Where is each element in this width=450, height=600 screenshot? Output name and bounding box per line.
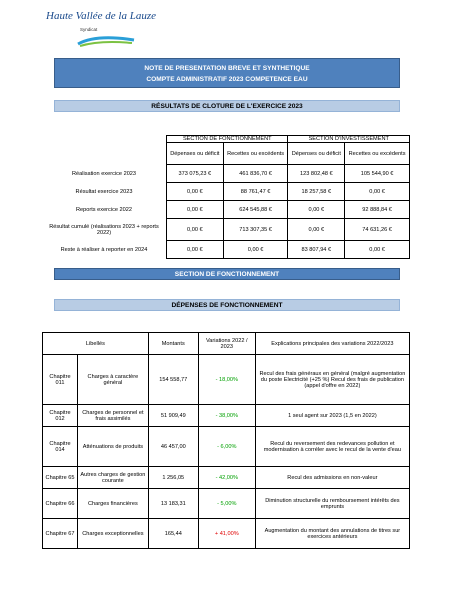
explication-cell: Diminution structurelle du remboursement intérêts des emprunts: [255, 489, 409, 519]
explication-cell: Augmentation du montant des annulations de titres sur exercices antérieurs: [255, 519, 409, 549]
results-col-header-row: [42, 143, 410, 165]
row-label: Réalisation exercice 2023: [71, 170, 137, 177]
table-row: [43, 467, 410, 489]
depenses-table: [42, 332, 410, 549]
montant-cell: 154 558,77: [148, 355, 198, 405]
table-cell: 105 544,90 €: [345, 165, 410, 183]
explication-cell: Recul des frais généraux en général (malgré augmentation du poste Electricité (+25 %) Recul des frais de publication (appel d'offre en 2022): [255, 355, 409, 405]
section-invest-header: SECTION D'INVESTISSEMENT: [288, 136, 410, 143]
montant-cell: 46 457,00: [148, 427, 198, 467]
depenses-fonctionnement-banner: DÉPENSES DE FONCTIONNEMENT: [54, 299, 400, 311]
chapitre-cell: Chapitre 66: [43, 489, 78, 519]
row-label: Reste à réaliser à reporter en 2024: [60, 246, 148, 253]
variation-cell: - 18,00%: [198, 355, 255, 405]
table-row: [43, 489, 410, 519]
table-cell: 83 807,94 €: [288, 241, 345, 259]
table-cell: 0,00 €: [345, 241, 410, 259]
table-cell: 123 802,48 €: [288, 165, 345, 183]
libelle-cell: Atténuations de produits: [78, 427, 149, 467]
col-header: Recettes ou excédents: [223, 143, 288, 165]
variation-cell: - 38,00%: [198, 405, 255, 427]
table-row: [42, 219, 410, 241]
table-cell: 0,00 €: [167, 183, 224, 201]
col-header: Recettes ou excédents: [345, 143, 410, 165]
depenses-header-row: [43, 333, 410, 355]
title-line-2: COMPTE ADMINISTRATIF 2023 COMPETENCE EAU: [146, 76, 308, 83]
chapitre-cell: Chapitre 011: [43, 355, 78, 405]
libelle-cell: Charges de personnel et frais assimilés: [78, 405, 149, 427]
table-row: [42, 201, 410, 219]
table-cell: 88 761,47 €: [223, 183, 288, 201]
explication-cell: Recul des admissions en non-valeur: [255, 467, 409, 489]
col-header: Dépenses ou déficit: [167, 143, 224, 165]
table-cell: 92 888,84 €: [345, 201, 410, 219]
logo-subtitle: Syndicat: [80, 27, 98, 32]
explication-cell: 1 seul agent sur 2023 (1,5 en 2022): [255, 405, 409, 427]
table-cell: 0,00 €: [345, 183, 410, 201]
resultats-banner: RÉSULTATS DE CLOTURE DE L'EXERCICE 2023: [54, 100, 400, 112]
table-row: [42, 165, 410, 183]
table-cell: 624 545,88 €: [223, 201, 288, 219]
montant-cell: 165,44: [148, 519, 198, 549]
table-row: [43, 355, 410, 405]
montant-cell: 51 909,49: [148, 405, 198, 427]
table-cell: 0,00 €: [167, 201, 224, 219]
table-row: [43, 427, 410, 467]
explication-cell: Recul du reversement des redevances pollution et modernisation à corréler avec le recul de la vente d'eau: [255, 427, 409, 467]
chapitre-cell: Chapitre 012: [43, 405, 78, 427]
table-row: [43, 405, 410, 427]
table-row: [42, 183, 410, 201]
libelle-cell: Charges financières: [78, 489, 149, 519]
libelle-cell: Charges exceptionnelles: [78, 519, 149, 549]
table-cell: 0,00 €: [288, 201, 345, 219]
chapitre-cell: Chapitre 67: [43, 519, 78, 549]
section-fonctionnement-banner: SECTION DE FONCTIONNEMENT: [54, 268, 400, 280]
results-section-header-row: [42, 136, 410, 143]
title-line-1: NOTE DE PRESENTATION BREVE ET SYNTHETIQUE: [144, 65, 310, 72]
col-header-libelles: Libellés: [43, 333, 149, 355]
logo-swoosh-icon: [76, 34, 136, 48]
chapitre-cell: Chapitre 65: [43, 467, 78, 489]
libelle-cell: Charges à caractère général: [78, 355, 149, 405]
table-cell: 713 307,35 €: [223, 219, 288, 241]
table-cell: 0,00 €: [288, 219, 345, 241]
variation-cell: + 41,00%: [198, 519, 255, 549]
table-cell: 461 836,70 €: [223, 165, 288, 183]
table-row: [43, 519, 410, 549]
logo-title: Haute Vallée de la Lauze: [46, 10, 156, 22]
montant-cell: 13 183,31: [148, 489, 198, 519]
table-cell: 0,00 €: [167, 219, 224, 241]
results-table: [42, 135, 410, 259]
montant-cell: 1 256,05: [148, 467, 198, 489]
variation-cell: - 5,00%: [198, 489, 255, 519]
table-cell: 74 631,26 €: [345, 219, 410, 241]
chapitre-cell: Chapitre 014: [43, 427, 78, 467]
variation-cell: - 6,00%: [198, 427, 255, 467]
section-fonct-header: SECTION DE FONCTIONNEMENT: [167, 136, 288, 143]
row-label: Résultat cumulé (réalisations 2023 + reports 2022): [49, 223, 159, 236]
libelle-cell: Autres charges de gestion courante: [78, 467, 149, 489]
table-cell: 0,00 €: [223, 241, 288, 259]
table-row: [42, 241, 410, 259]
table-cell: 18 257,58 €: [288, 183, 345, 201]
document-title-banner: [54, 58, 400, 88]
row-label: Reports exercice 2022: [76, 206, 132, 213]
table-cell: 0,00 €: [167, 241, 224, 259]
col-header: Dépenses ou déficit: [288, 143, 345, 165]
col-header-variations: Variations 2022 / 2023: [198, 333, 255, 355]
col-header-montants: Montants: [148, 333, 198, 355]
col-header-explications: Explications principales des variations 2022/2023: [255, 333, 409, 355]
table-cell: 373 075,23 €: [167, 165, 224, 183]
row-label: Résultat exercice 2023: [75, 188, 133, 195]
variation-cell: - 42,00%: [198, 467, 255, 489]
